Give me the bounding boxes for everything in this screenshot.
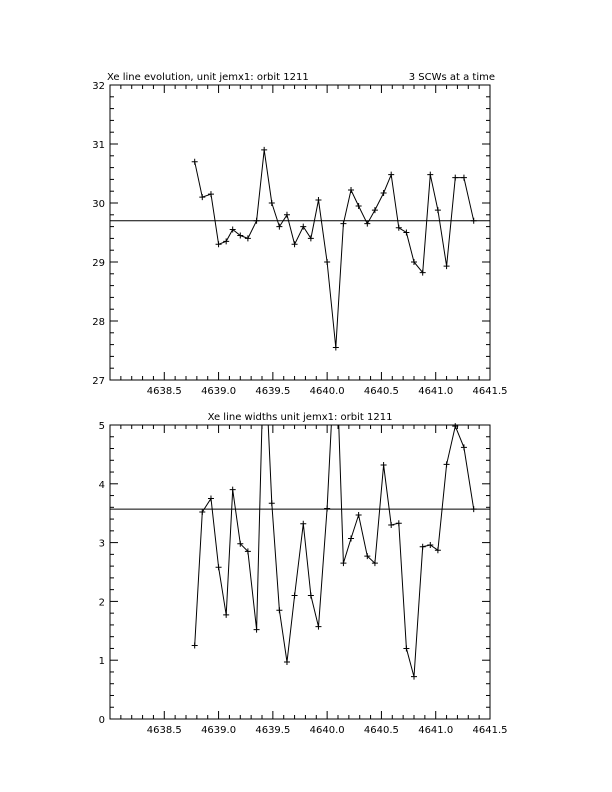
widths-x-tick-label: 4641.5 xyxy=(472,725,508,736)
evolution-data-point xyxy=(444,263,450,269)
evolution-data-point xyxy=(315,197,321,203)
evolution-data-point xyxy=(461,175,467,181)
evolution-data-point xyxy=(199,194,205,200)
evolution-x-tick-label: 4641.0 xyxy=(418,386,454,397)
evolution-data-point xyxy=(403,230,409,236)
widths-y-tick-label: 4 xyxy=(98,479,105,491)
evolution-x-tick-label: 4641.5 xyxy=(472,386,508,397)
evolution-data-point xyxy=(269,200,275,206)
widths-data-point xyxy=(192,643,198,649)
evolution-x-tick-label: 4638.5 xyxy=(146,386,182,397)
widths-data-point xyxy=(435,547,441,553)
evolution-data-point xyxy=(208,191,214,197)
evolution-data-point xyxy=(435,207,441,213)
evolution-y-tick-label: 32 xyxy=(92,81,105,92)
widths-chart-title: Xe line widths unit jemx1: orbit 1211 xyxy=(207,412,393,423)
evolution-data-point xyxy=(381,190,387,196)
evolution-x-tick-label: 4640.5 xyxy=(363,386,399,397)
widths-data-point xyxy=(348,535,354,541)
widths-x-tick-label: 4638.5 xyxy=(146,725,182,736)
evolution-y-tick-label: 30 xyxy=(92,199,105,210)
widths-data-point xyxy=(230,487,236,493)
widths-x-tick-label: 4639.0 xyxy=(201,725,237,736)
widths-data-point xyxy=(340,560,346,566)
evolution-data-point xyxy=(396,225,402,231)
widths-data-point xyxy=(199,509,205,515)
widths-data-point xyxy=(324,505,330,511)
evolution-data-point xyxy=(372,207,378,213)
widths-data-point xyxy=(388,522,394,528)
evolution-data-point xyxy=(254,218,260,224)
widths-data-point xyxy=(420,544,426,550)
evolution-data-point xyxy=(364,221,370,227)
widths-data-point xyxy=(308,593,314,599)
evolution-data-point xyxy=(300,224,306,230)
widths-data-point xyxy=(300,521,306,527)
widths-data-point xyxy=(208,496,214,502)
evolution-y-tick-label: 31 xyxy=(92,140,105,151)
widths-data-point xyxy=(356,512,362,518)
evolution-chart-title: Xe line evolution, unit jemx1: orbit 1211 xyxy=(107,72,309,83)
widths-x-tick-label: 4639.5 xyxy=(255,725,291,736)
widths-x-tick-label: 4640.5 xyxy=(363,725,399,736)
widths-plot-frame xyxy=(110,425,490,719)
evolution-data-point xyxy=(308,235,314,241)
evolution-y-tick-label: 29 xyxy=(92,258,105,269)
evolution-data-point xyxy=(452,175,458,181)
evolution-data-point xyxy=(192,159,198,165)
widths-data-point xyxy=(403,645,409,651)
widths-data-point xyxy=(315,624,321,630)
evolution-chart-panel xyxy=(92,72,507,397)
evolution-chart-subtitle: 3 SCWs at a time xyxy=(408,72,495,83)
evolution-data-point xyxy=(471,218,477,224)
evolution-data-point xyxy=(348,187,354,193)
widths-data-point xyxy=(381,462,387,468)
widths-data-point xyxy=(396,520,402,526)
widths-data-point xyxy=(427,542,433,548)
widths-data-point xyxy=(444,461,450,467)
widths-data-point xyxy=(276,607,282,613)
evolution-data-point xyxy=(216,241,222,247)
widths-data-point xyxy=(216,564,222,570)
widths-data-point xyxy=(461,444,467,450)
evolution-data-point xyxy=(276,224,282,230)
evolution-y-tick-label: 28 xyxy=(92,317,105,328)
widths-data-point xyxy=(471,506,477,512)
evolution-x-tick-label: 4639.5 xyxy=(255,386,291,397)
widths-data-point xyxy=(223,612,229,618)
widths-x-tick-label: 4641.0 xyxy=(418,725,454,736)
evolution-data-point xyxy=(427,172,433,178)
widths-y-tick-label: 0 xyxy=(98,715,105,726)
evolution-data-point xyxy=(356,203,362,209)
widths-y-tick-label: 1 xyxy=(98,656,105,668)
widths-y-tick-label: 5 xyxy=(98,421,105,432)
evolution-data-point xyxy=(388,172,394,178)
evolution-data-point xyxy=(223,238,229,244)
widths-data-point xyxy=(411,674,417,680)
evolution-data-point xyxy=(284,212,290,218)
evolution-data-point xyxy=(292,241,298,247)
evolution-data-point xyxy=(340,221,346,227)
widths-y-tick-label: 2 xyxy=(98,597,105,609)
evolution-y-tick-label: 27 xyxy=(92,376,105,387)
widths-data-point xyxy=(292,593,298,599)
evolution-data-point xyxy=(333,345,339,351)
widths-data-point xyxy=(269,500,275,506)
widths-data-point xyxy=(254,627,260,633)
widths-data-point xyxy=(284,659,290,665)
widths-y-tick-label: 3 xyxy=(98,538,105,550)
evolution-data-point xyxy=(245,235,251,241)
evolution-data-point xyxy=(261,147,267,153)
evolution-x-tick-label: 4640.0 xyxy=(309,386,345,397)
evolution-x-tick-label: 4639.0 xyxy=(201,386,237,397)
widths-x-tick-label: 4640.0 xyxy=(309,725,345,736)
evolution-data-point xyxy=(324,259,330,265)
evolution-series-line xyxy=(195,150,474,348)
